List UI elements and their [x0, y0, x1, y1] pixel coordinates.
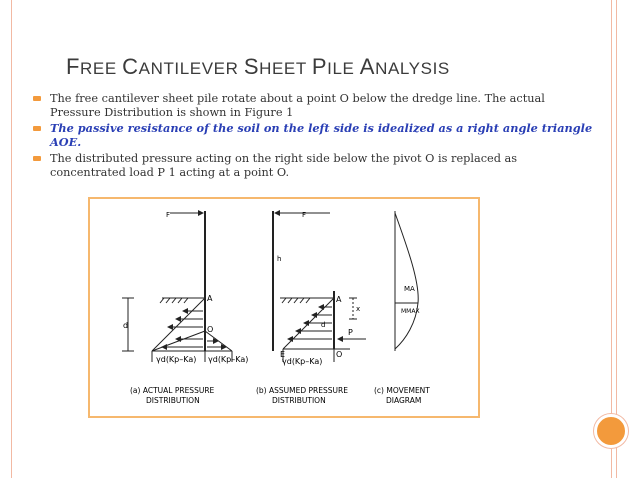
bullet-marker-icon [33, 156, 41, 161]
label-a-b: A [336, 295, 342, 304]
label-a-a: A [207, 294, 213, 303]
bullet-marker-icon [33, 126, 41, 131]
label-p: P [348, 328, 353, 337]
caption-c-line1: (c) MOVEMENT [374, 386, 430, 395]
panel-b-assumed-pressure [273, 211, 366, 362]
right-border-line-inner [616, 0, 617, 478]
label-o-b: O [336, 350, 343, 359]
label-mmax: MMAX [401, 308, 420, 315]
label-pressure-a-right: γd(Kp–Ka) [208, 355, 249, 364]
label-d-a: d [123, 321, 129, 330]
caption-c-line2: DIAGRAM [386, 396, 422, 405]
caption-b-line1: (b) ASSUMED PRESSURE [256, 386, 348, 395]
passive-line-a [152, 298, 205, 351]
left-border-line [11, 0, 12, 478]
panel-a-actual-pressure [122, 211, 232, 362]
bullet-item: The free cantilever sheet pile rotate about a point O below the dredge line. The actual Pressure Distribution is shown in Figure 1 [33, 92, 593, 119]
bullet-list [33, 92, 593, 183]
label-x: x [356, 305, 361, 313]
label-pressure-a-left: γd(Kp–Ka) [156, 355, 197, 364]
label-d-b: d [321, 321, 326, 329]
label-h: h [277, 255, 282, 263]
right-border-line [611, 0, 612, 478]
label-e: E [280, 350, 286, 359]
label-o-a: O [207, 325, 214, 334]
label-f-a: F [166, 211, 171, 219]
sheet-pile-diagram [90, 199, 478, 416]
caption-b-line2: DISTRIBUTION [272, 396, 326, 405]
orange-circle-decoration [594, 414, 628, 448]
slide-title: FREE CANTILEVER SHEET PILE ANALYSIS [66, 54, 450, 79]
moment-curve [395, 213, 418, 349]
panel-c-moment-diagram [395, 211, 418, 351]
label-f-b: F [302, 211, 307, 219]
caption-a-line1: (a) ACTUAL PRESSURE [130, 386, 215, 395]
figure-1 [88, 197, 480, 418]
label-ma: MA [404, 285, 415, 293]
label-pressure-b: γd(Kp–Ka) [282, 357, 323, 366]
caption-a-line2: DISTRIBUTION [146, 396, 200, 405]
bullet-item: The distributed pressure acting on the right side below the pivot O is replaced as concentrated load P 1 acting at a point O. [33, 152, 593, 179]
bullet-item-emphasized: The passive resistance of the soil on the left side is idealized as a right angle triangle AOE. [33, 122, 593, 149]
bullet-marker-icon [33, 96, 41, 101]
